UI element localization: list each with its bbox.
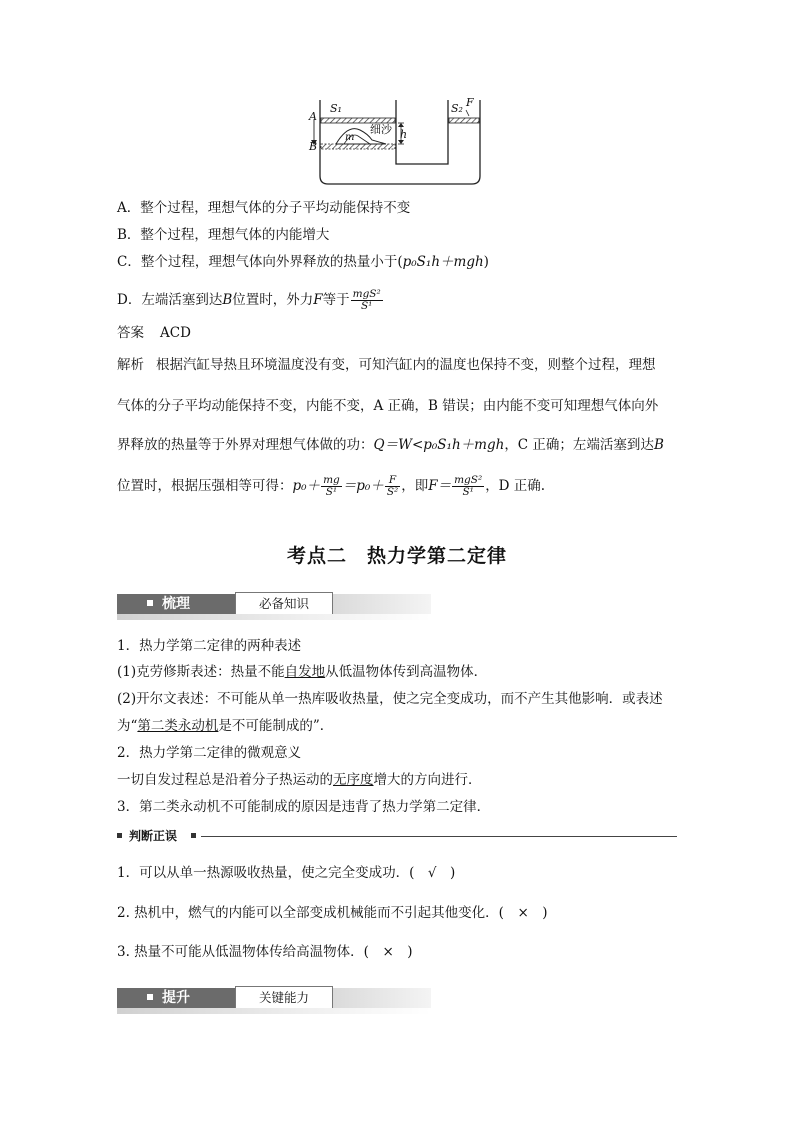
option-d-fraction: [351, 289, 383, 312]
banner-improve-box: 关键能力: [235, 986, 333, 1010]
judge-bar-right: [191, 833, 196, 838]
frac2-den: S²: [386, 486, 399, 498]
banner-review: [117, 589, 431, 619]
knowledge-p4: [117, 716, 333, 736]
option-d-b: B: [222, 292, 233, 308]
answer-value: ACD: [160, 325, 191, 341]
banner-review-label: 梳理: [162, 596, 190, 612]
option-d-mid: 位置时，外力: [232, 292, 314, 308]
analysis-line-1: [117, 355, 677, 375]
option-c-formula: p₀S₁h＋mgh: [402, 254, 484, 270]
judge-q1: 1．可以从单一热源吸收热量，使之完全变成功．( √ ): [117, 865, 456, 881]
analysis-text-1: 根据汽缸导热且环境温度没有变，可知汽缸内的温度也保持不变，则整个过程，理想: [156, 357, 656, 373]
analysis-text-3c: B: [653, 437, 664, 453]
knowledge-p6-a: 一切自发过程总是沿着分子热运动的: [117, 772, 333, 788]
frac3-den: S¹: [462, 486, 474, 498]
option-d-numerator: mgS²: [352, 288, 381, 300]
analysis-frac-3: [452, 475, 484, 498]
knowledge-p2-underline: 自发地: [284, 664, 326, 680]
judge-bar-left: [117, 833, 122, 838]
option-c-prefix: C．整个过程，理想气体向外界释放的热量小于(: [117, 254, 403, 270]
analysis-text-3a: 界释放的热量等于外界对理想气体做的功：: [117, 437, 374, 453]
knowledge-p3: (2)开尔文表述：不可能从单一热库吸收热量，使之完全变成功，而不产生其他影响．或表述: [117, 691, 663, 707]
knowledge-p2-b: 从低温物体传到高温物体．: [325, 664, 488, 680]
judge-q3: 3. 热量不可能从低温物体传给高温物体．( × ): [117, 944, 413, 960]
knowledge-p2: [117, 662, 487, 682]
option-d-prefix: D．左端活塞到达: [117, 292, 223, 308]
knowledge-p4-a: 为“: [117, 718, 138, 734]
banner-review-box: 必备知识: [235, 592, 333, 616]
frac1-den: S¹: [325, 486, 338, 498]
analysis-F: F＝: [428, 478, 452, 494]
piston-diagram: [300, 96, 500, 188]
knowledge-p4-underline: 第二类永动机: [137, 718, 219, 734]
analysis-frac-1: [321, 475, 342, 498]
answer: [117, 323, 191, 343]
option-d-denominator: S¹: [360, 300, 373, 312]
label-s1: S₁: [330, 102, 342, 115]
label-f: F: [466, 96, 474, 109]
banner-improve-shadow: [117, 1008, 431, 1014]
knowledge-p6-b: 增大的方向进行．: [373, 772, 482, 788]
section-title: 考点二 热力学第二定律: [286, 545, 507, 567]
option-b: B．整个过程，理想气体的内能增大: [117, 227, 330, 243]
option-d: [117, 287, 384, 313]
option-c-suffix: ): [483, 254, 489, 270]
analysis-p0-a: p₀＋: [292, 478, 321, 494]
label-sand: 细沙: [370, 123, 392, 136]
knowledge-p2-a: (1)克劳修斯表述：热量不能: [117, 664, 285, 680]
banner-review-shadow: [117, 614, 431, 620]
frac1-num: mg: [323, 474, 340, 486]
label-h: h: [400, 128, 408, 141]
knowledge-p6: [117, 770, 482, 790]
label-b: B: [309, 140, 318, 153]
knowledge-p6-underline: 无序度: [333, 772, 374, 788]
option-d-f: F: [313, 292, 323, 308]
banner-improve: [117, 983, 431, 1013]
knowledge-p1: 1．热力学第二定律的两种表述: [117, 638, 302, 654]
banner-review-dark: [117, 594, 235, 614]
judge-header: [117, 828, 677, 844]
label-a: A: [309, 110, 317, 123]
analysis-text-4c: ，D 正确.: [485, 478, 546, 494]
label-m: m: [345, 132, 355, 143]
analysis-text-3b: ，C 正确；左端活塞到达: [504, 437, 654, 453]
analysis-line-3: [117, 435, 664, 455]
label-s2: S₂: [451, 102, 463, 115]
option-c: [117, 252, 489, 272]
analysis-text-4b: ，即: [401, 478, 429, 494]
square-icon: [147, 600, 153, 606]
judge-rule: [201, 836, 677, 837]
frac2-num: F: [385, 475, 400, 487]
analysis-text-4a: 位置时，根据压强相等可得：: [117, 478, 293, 494]
analysis-eq: ＝p₀＋: [342, 478, 384, 494]
banner-improve-label: 提升: [162, 990, 190, 1006]
judge-q2: 2. 热机中，燃气的内能可以全部变成机械能而不引起其他变化．( × ): [117, 905, 548, 921]
frac3-num: mgS²: [454, 474, 483, 486]
analysis-frac-2: [385, 475, 400, 498]
option-d-eq: 等于: [322, 292, 350, 308]
analysis-line-4: [117, 472, 545, 500]
analysis-formula-3: Q＝W<p₀S₁h＋mgh: [373, 437, 505, 453]
option-a: A．整个过程，理想气体的分子平均动能保持不变: [117, 200, 411, 216]
analysis-line-2: 气体的分子平均动能保持不变，内能不变，A 正确，B 错误；由内能不变可知理想气体向外: [117, 398, 659, 414]
analysis-label: 解析: [117, 357, 144, 373]
answer-label: 答案: [117, 325, 144, 341]
knowledge-p7: 3．第二类永动机不可能制成的原因是违背了热力学第二定律．: [117, 799, 491, 815]
knowledge-p5: 2．热力学第二定律的微观意义: [117, 745, 302, 761]
banner-improve-dark: [117, 988, 235, 1008]
knowledge-p4-b: 是不可能制成的”．: [218, 718, 334, 734]
judge-title: 判断正误: [129, 829, 178, 843]
square-icon: [147, 994, 153, 1000]
